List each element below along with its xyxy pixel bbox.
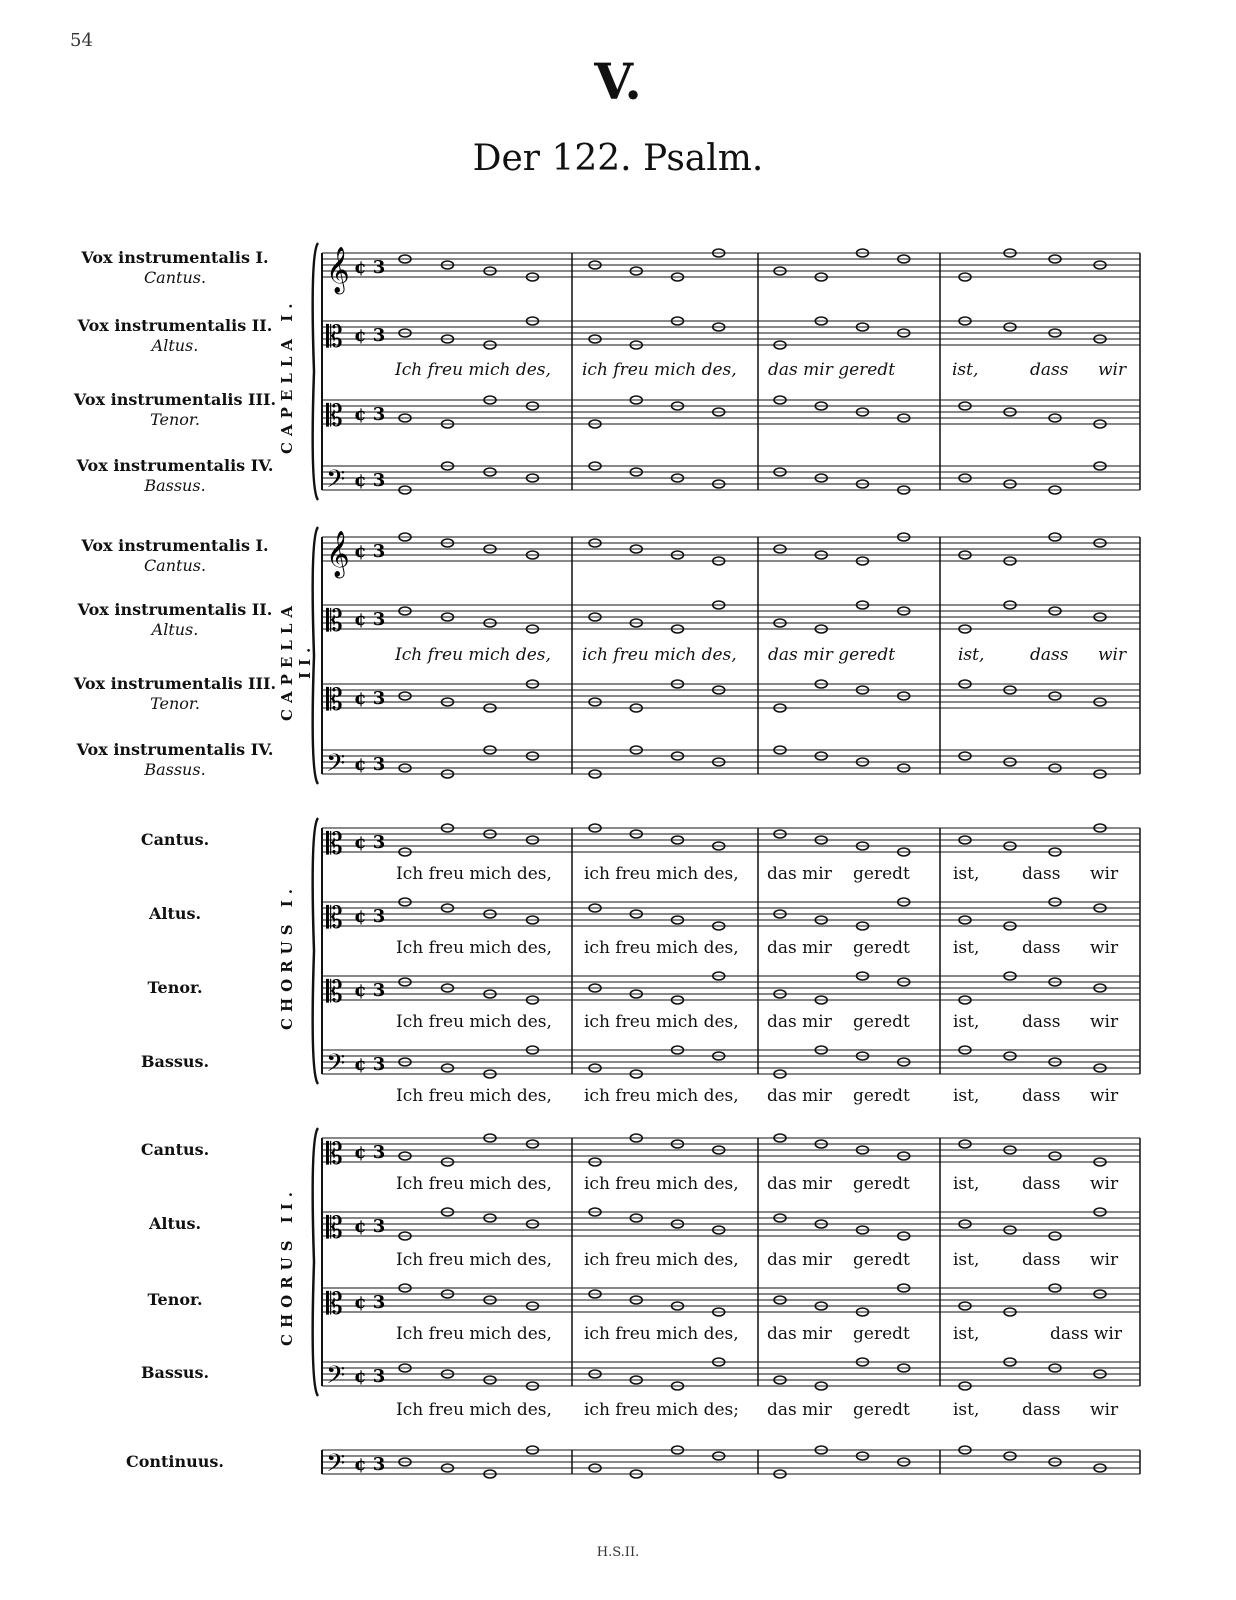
lyric: wir <box>1090 1012 1119 1032</box>
lyric: ich freu mich des, <box>584 864 739 884</box>
time-signature: ¢ 3 <box>354 832 386 853</box>
part-label: Cantus. <box>140 1140 210 1159</box>
time-signature: ¢ 3 <box>354 541 386 562</box>
clef-icon: 𝄡 <box>326 399 343 434</box>
part-label: Bassus. <box>140 1363 210 1382</box>
time-signature: ¢ 3 <box>354 980 386 1001</box>
clef-icon: 𝄢 <box>326 1361 346 1396</box>
clef-icon: 𝄞 <box>326 531 350 577</box>
lyric: das mir <box>767 1012 832 1032</box>
time-signature: ¢ 3 <box>354 470 386 491</box>
lyric: Ich freu mich des, <box>395 645 551 665</box>
part-label: Tenor. <box>147 1290 203 1309</box>
lyric: dass <box>1030 360 1069 380</box>
group-bracket <box>313 243 318 500</box>
clef-icon: 𝄡 <box>326 975 343 1010</box>
time-signature: ¢ 3 <box>354 404 386 425</box>
lyric: ist, <box>953 864 980 884</box>
part-label: Vox instrumentalis II. Altus. <box>77 316 273 355</box>
part-label: Tenor. <box>147 978 203 997</box>
lyric: das mir <box>767 1250 832 1270</box>
lyric: wir <box>1098 360 1127 380</box>
group-bracket <box>313 527 318 784</box>
movement-number: V. <box>594 52 642 111</box>
lyric: wir <box>1090 1086 1119 1106</box>
part-label: Vox instrumentalis III. Tenor. <box>73 390 277 429</box>
lyric: Ich freu mich des, <box>396 1174 552 1194</box>
part-label: Vox instrumentalis II. Altus. <box>77 600 273 639</box>
lyric: Ich freu mich des, <box>396 1324 552 1344</box>
lyric: Ich freu mich des, <box>396 864 552 884</box>
lyric: dass <box>1022 938 1061 958</box>
footer-siglum: H.S.II. <box>596 1545 640 1560</box>
clef-icon: 𝄡 <box>326 1137 343 1172</box>
part-label: Vox instrumentalis III. Tenor. <box>73 674 277 713</box>
group-label-chorus-1: CHORUS I. <box>278 882 296 1030</box>
lyric: geredt <box>853 938 910 958</box>
clef-icon: 𝄢 <box>326 1049 346 1084</box>
lyric: ist, <box>952 360 979 380</box>
piece-title: Der 122. Psalm. <box>472 138 764 179</box>
time-signature: ¢ 3 <box>354 1292 386 1313</box>
lyric: wir <box>1098 645 1127 665</box>
lyric: ist, <box>953 1324 980 1344</box>
lyric: Ich freu mich des, <box>395 360 551 380</box>
part-label: Vox instrumentalis I. Cantus. <box>81 248 269 287</box>
lyric: das mir <box>767 938 832 958</box>
time-signature: ¢ 3 <box>354 609 386 630</box>
group-bracket <box>313 1128 318 1396</box>
lyric: wir <box>1090 1174 1119 1194</box>
lyric: das mir <box>767 1086 832 1106</box>
lyric: wir <box>1090 1400 1119 1420</box>
lyric: geredt <box>853 1400 910 1420</box>
lyric: das mir geredt <box>768 645 896 665</box>
lyric: Ich freu mich des, <box>396 938 552 958</box>
part-label: Vox instrumentalis I. Cantus. <box>81 536 269 575</box>
page-number: 54 <box>70 30 93 51</box>
lyric: ich freu mich des; <box>584 1400 739 1420</box>
lyric: dass <box>1022 1400 1061 1420</box>
lyric: das mir <box>767 864 832 884</box>
lyric: das mir <box>767 1174 832 1194</box>
time-signature: ¢ 3 <box>354 688 386 709</box>
lyric: geredt <box>853 1012 910 1032</box>
part-label: Continuus. <box>126 1452 224 1471</box>
clef-icon: 𝄡 <box>326 901 343 936</box>
part-label: Bassus. <box>140 1052 210 1071</box>
group-label-capella-1: CAPELLA I. <box>278 297 296 455</box>
lyric: das mir geredt <box>768 360 896 380</box>
lyric: ich freu mich des, <box>584 1174 739 1194</box>
lyric: ich freu mich des, <box>584 1012 739 1032</box>
lyric: geredt <box>853 1250 910 1270</box>
time-signature: ¢ 3 <box>354 257 386 278</box>
lyric: das mir <box>767 1400 832 1420</box>
lyric: ist, <box>953 938 980 958</box>
lyric: das mir <box>767 1324 832 1344</box>
clef-icon: 𝄢 <box>326 465 346 500</box>
lyric: geredt <box>853 1324 910 1344</box>
time-signature: ¢ 3 <box>354 1366 386 1387</box>
clef-icon: 𝄞 <box>326 247 350 293</box>
part-label: Altus. <box>148 1214 202 1233</box>
lyric: dass <box>1022 864 1061 884</box>
lyric: ist, <box>953 1400 980 1420</box>
part-label: Vox instrumentalis IV. Bassus. <box>76 456 274 495</box>
time-signature: ¢ 3 <box>354 754 386 775</box>
lyric: dass <box>1022 1086 1061 1106</box>
clef-icon: 𝄡 <box>326 683 343 718</box>
clef-icon: 𝄢 <box>326 1449 346 1484</box>
time-signature: ¢ 3 <box>354 1216 386 1237</box>
part-label: Cantus. <box>140 830 210 849</box>
time-signature: ¢ 3 <box>354 906 386 927</box>
lyric: geredt <box>853 864 910 884</box>
clef-icon: 𝄡 <box>326 604 343 639</box>
group-label-capella-2: CAPELLA II. <box>278 599 314 721</box>
lyric: geredt <box>853 1174 910 1194</box>
part-label: Altus. <box>148 904 202 923</box>
lyric: ich freu mich des, <box>584 1324 739 1344</box>
part-label: Vox instrumentalis IV. Bassus. <box>76 740 274 779</box>
clef-icon: 𝄡 <box>326 1287 343 1322</box>
lyric: dass <box>1022 1250 1061 1270</box>
lyric: dass <box>1022 1174 1061 1194</box>
lyric: geredt <box>853 1086 910 1106</box>
lyric: Ich freu mich des, <box>396 1086 552 1106</box>
clef-icon: 𝄡 <box>326 320 343 355</box>
lyric: Ich freu mich des, <box>396 1400 552 1420</box>
lyric: wir <box>1090 938 1119 958</box>
time-signature: ¢ 3 <box>354 325 386 346</box>
lyric: ist, <box>958 645 985 665</box>
lyric: ist, <box>953 1012 980 1032</box>
group-label-chorus-2: CHORUS II. <box>278 1185 296 1347</box>
lyric: ist, <box>953 1174 980 1194</box>
time-signature: ¢ 3 <box>354 1454 386 1475</box>
lyric: ist, <box>953 1250 980 1270</box>
lyric: Ich freu mich des, <box>396 1012 552 1032</box>
group-bracket <box>313 818 318 1084</box>
lyric: ich freu mich des, <box>584 1250 739 1270</box>
lyric: Ich freu mich des, <box>396 1250 552 1270</box>
lyric: dass wir <box>1050 1324 1122 1344</box>
clef-icon: 𝄡 <box>326 1211 343 1246</box>
clef-icon: 𝄡 <box>326 827 343 862</box>
time-signature: ¢ 3 <box>354 1142 386 1163</box>
lyric: wir <box>1090 1250 1119 1270</box>
time-signature: ¢ 3 <box>354 1054 386 1075</box>
lyric: ich freu mich des, <box>582 645 737 665</box>
lyric: ist, <box>953 1086 980 1106</box>
lyric: ich freu mich des, <box>584 1086 739 1106</box>
lyric: ich freu mich des, <box>582 360 737 380</box>
lyric: wir <box>1090 864 1119 884</box>
lyric: ich freu mich des, <box>584 938 739 958</box>
lyric: dass <box>1030 645 1069 665</box>
clef-icon: 𝄢 <box>326 749 346 784</box>
lyric: dass <box>1022 1012 1061 1032</box>
